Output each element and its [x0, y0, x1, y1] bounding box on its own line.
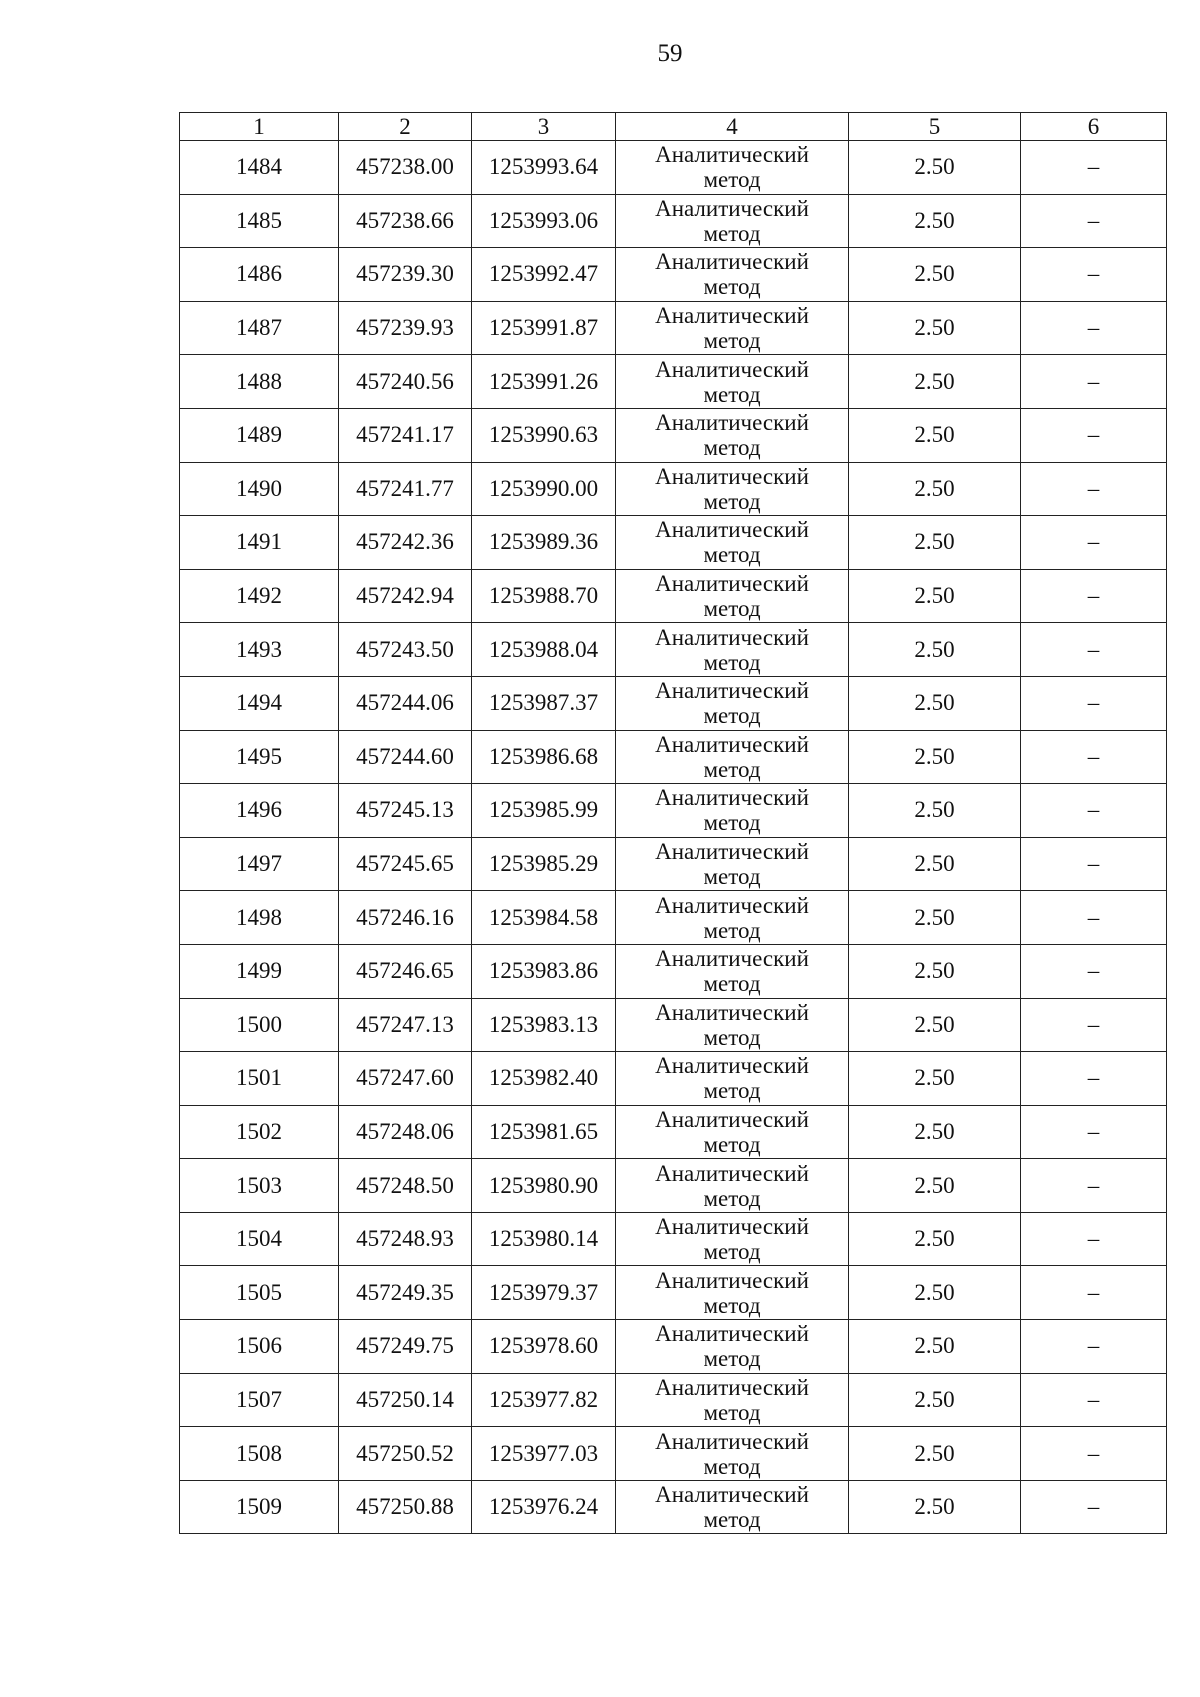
cell-y-coordinate: 1253980.90	[472, 1159, 616, 1213]
cell-y-coordinate: 1253985.99	[472, 784, 616, 838]
cell-note: –	[1021, 1427, 1167, 1481]
header-cell-4: 4	[616, 113, 849, 141]
table-row	[180, 248, 1167, 302]
cell-method	[616, 408, 849, 462]
method-line-2: метод	[703, 274, 761, 300]
method-line-1: Аналитический	[655, 463, 809, 489]
method-line-1: Аналитический	[655, 249, 809, 275]
method-line-2: метод	[703, 810, 761, 836]
method-line-2: метод	[703, 488, 761, 514]
cell-x-coordinate: 457245.13	[339, 784, 472, 838]
cell-method	[616, 730, 849, 784]
method-line-2: метод	[703, 703, 761, 729]
cell-x-coordinate: 457249.35	[339, 1266, 472, 1320]
cell-accuracy: 2.50	[849, 1266, 1021, 1320]
cell-point-number: 1495	[180, 730, 339, 784]
cell-y-coordinate: 1253988.04	[472, 623, 616, 677]
cell-accuracy: 2.50	[849, 1320, 1021, 1374]
cell-point-number: 1490	[180, 462, 339, 516]
cell-accuracy: 2.50	[849, 141, 1021, 195]
cell-method	[616, 1052, 849, 1106]
cell-note: –	[1021, 1159, 1167, 1213]
table-row	[180, 141, 1167, 195]
table-row	[180, 1480, 1167, 1534]
header-cell-3: 3	[472, 113, 616, 141]
table-row	[180, 355, 1167, 409]
cell-note: –	[1021, 1105, 1167, 1159]
cell-point-number: 1500	[180, 998, 339, 1052]
method-line-1: Аналитический	[655, 785, 809, 811]
cell-method	[616, 891, 849, 945]
cell-method	[616, 623, 849, 677]
method-line-2: метод	[703, 1507, 761, 1533]
method-line-2: метод	[703, 1024, 761, 1050]
header-cell-6: 6	[1021, 113, 1167, 141]
method-line-1: Аналитический	[655, 1267, 809, 1293]
cell-y-coordinate: 1253980.14	[472, 1212, 616, 1266]
cell-method	[616, 676, 849, 730]
cell-x-coordinate: 457248.06	[339, 1105, 472, 1159]
table-row	[180, 462, 1167, 516]
method-line-1: Аналитический	[655, 1321, 809, 1347]
method-line-2: метод	[703, 220, 761, 246]
method-line-2: метод	[703, 167, 761, 193]
cell-y-coordinate: 1253990.00	[472, 462, 616, 516]
cell-note: –	[1021, 141, 1167, 195]
cell-note: –	[1021, 516, 1167, 570]
method-line-2: метод	[703, 542, 761, 568]
cell-y-coordinate: 1253993.64	[472, 141, 616, 195]
method-line-2: метод	[703, 864, 761, 890]
cell-x-coordinate: 457238.66	[339, 194, 472, 248]
cell-y-coordinate: 1253991.26	[472, 355, 616, 409]
cell-method	[616, 1266, 849, 1320]
cell-point-number: 1506	[180, 1320, 339, 1374]
cell-point-number: 1505	[180, 1266, 339, 1320]
method-line-1: Аналитический	[655, 1053, 809, 1079]
cell-y-coordinate: 1253993.06	[472, 194, 616, 248]
cell-accuracy: 2.50	[849, 730, 1021, 784]
method-line-2: метод	[703, 917, 761, 943]
table-row	[180, 784, 1167, 838]
cell-accuracy: 2.50	[849, 1373, 1021, 1427]
cell-method	[616, 1373, 849, 1427]
cell-x-coordinate: 457242.94	[339, 569, 472, 623]
cell-method	[616, 301, 849, 355]
method-line-2: метод	[703, 1292, 761, 1318]
method-line-1: Аналитический	[655, 1106, 809, 1132]
cell-x-coordinate: 457249.75	[339, 1320, 472, 1374]
cell-method	[616, 1320, 849, 1374]
cell-accuracy: 2.50	[849, 408, 1021, 462]
method-line-1: Аналитический	[655, 999, 809, 1025]
cell-point-number: 1501	[180, 1052, 339, 1106]
cell-x-coordinate: 457238.00	[339, 141, 472, 195]
cell-method	[616, 194, 849, 248]
method-line-1: Аналитический	[655, 142, 809, 168]
method-line-1: Аналитический	[655, 356, 809, 382]
method-line-1: Аналитический	[655, 517, 809, 543]
cell-accuracy: 2.50	[849, 1212, 1021, 1266]
cell-y-coordinate: 1253992.47	[472, 248, 616, 302]
table-row	[180, 1373, 1167, 1427]
cell-y-coordinate: 1253988.70	[472, 569, 616, 623]
method-line-1: Аналитический	[655, 571, 809, 597]
cell-note: –	[1021, 1212, 1167, 1266]
method-line-1: Аналитический	[655, 1374, 809, 1400]
cell-method	[616, 944, 849, 998]
cell-method	[616, 141, 849, 195]
cell-y-coordinate: 1253977.03	[472, 1427, 616, 1481]
cell-y-coordinate: 1253977.82	[472, 1373, 616, 1427]
cell-note: –	[1021, 194, 1167, 248]
table-row	[180, 998, 1167, 1052]
cell-point-number: 1496	[180, 784, 339, 838]
table-row	[180, 516, 1167, 570]
page-number: 59	[657, 40, 683, 67]
cell-y-coordinate: 1253983.86	[472, 944, 616, 998]
method-line-1: Аналитический	[655, 1428, 809, 1454]
method-line-2: метод	[703, 649, 761, 675]
header-cell-1: 1	[180, 113, 339, 141]
cell-y-coordinate: 1253976.24	[472, 1480, 616, 1534]
method-line-2: метод	[703, 756, 761, 782]
cell-method	[616, 355, 849, 409]
cell-y-coordinate: 1253991.87	[472, 301, 616, 355]
method-line-2: метод	[703, 1346, 761, 1372]
cell-point-number: 1485	[180, 194, 339, 248]
cell-accuracy: 2.50	[849, 1159, 1021, 1213]
cell-note: –	[1021, 623, 1167, 677]
cell-accuracy: 2.50	[849, 891, 1021, 945]
table-row	[180, 1427, 1167, 1481]
cell-accuracy: 2.50	[849, 1480, 1021, 1534]
method-line-2: метод	[703, 1453, 761, 1479]
header-cell-2: 2	[339, 113, 472, 141]
cell-accuracy: 2.50	[849, 1105, 1021, 1159]
method-line-1: Аналитический	[655, 410, 809, 436]
cell-note: –	[1021, 837, 1167, 891]
cell-accuracy: 2.50	[849, 676, 1021, 730]
cell-accuracy: 2.50	[849, 784, 1021, 838]
cell-note: –	[1021, 944, 1167, 998]
cell-accuracy: 2.50	[849, 516, 1021, 570]
method-line-2: метод	[703, 435, 761, 461]
cell-x-coordinate: 457240.56	[339, 355, 472, 409]
method-line-1: Аналитический	[655, 678, 809, 704]
cell-accuracy: 2.50	[849, 837, 1021, 891]
cell-accuracy: 2.50	[849, 462, 1021, 516]
cell-x-coordinate: 457247.60	[339, 1052, 472, 1106]
cell-x-coordinate: 457246.65	[339, 944, 472, 998]
table-row	[180, 730, 1167, 784]
cell-note: –	[1021, 569, 1167, 623]
cell-method	[616, 837, 849, 891]
cell-method	[616, 462, 849, 516]
cell-y-coordinate: 1253978.60	[472, 1320, 616, 1374]
cell-y-coordinate: 1253982.40	[472, 1052, 616, 1106]
cell-y-coordinate: 1253990.63	[472, 408, 616, 462]
cell-point-number: 1489	[180, 408, 339, 462]
cell-x-coordinate: 457248.50	[339, 1159, 472, 1213]
table-row	[180, 1159, 1167, 1213]
cell-accuracy: 2.50	[849, 301, 1021, 355]
table-row	[180, 944, 1167, 998]
cell-method	[616, 784, 849, 838]
table-row	[180, 194, 1167, 248]
cell-x-coordinate: 457248.93	[339, 1212, 472, 1266]
cell-method	[616, 1105, 849, 1159]
cell-point-number: 1508	[180, 1427, 339, 1481]
cell-accuracy: 2.50	[849, 998, 1021, 1052]
cell-accuracy: 2.50	[849, 355, 1021, 409]
cell-note: –	[1021, 1052, 1167, 1106]
cell-y-coordinate: 1253983.13	[472, 998, 616, 1052]
cell-point-number: 1499	[180, 944, 339, 998]
cell-y-coordinate: 1253986.68	[472, 730, 616, 784]
cell-method	[616, 1212, 849, 1266]
cell-y-coordinate: 1253981.65	[472, 1105, 616, 1159]
method-line-2: метод	[703, 1131, 761, 1157]
method-line-1: Аналитический	[655, 624, 809, 650]
cell-note: –	[1021, 1320, 1167, 1374]
cell-x-coordinate: 457247.13	[339, 998, 472, 1052]
cell-x-coordinate: 457241.17	[339, 408, 472, 462]
table-body	[180, 141, 1167, 1534]
cell-note: –	[1021, 1266, 1167, 1320]
table-row	[180, 676, 1167, 730]
method-line-2: метод	[703, 1185, 761, 1211]
cell-note: –	[1021, 301, 1167, 355]
method-line-1: Аналитический	[655, 195, 809, 221]
cell-method	[616, 1159, 849, 1213]
cell-x-coordinate: 457243.50	[339, 623, 472, 677]
cell-point-number: 1504	[180, 1212, 339, 1266]
table-row	[180, 837, 1167, 891]
method-line-2: метод	[703, 328, 761, 354]
cell-x-coordinate: 457245.65	[339, 837, 472, 891]
cell-point-number: 1491	[180, 516, 339, 570]
table-row	[180, 623, 1167, 677]
cell-accuracy: 2.50	[849, 248, 1021, 302]
cell-method	[616, 248, 849, 302]
cell-accuracy: 2.50	[849, 623, 1021, 677]
table-row	[180, 1212, 1167, 1266]
cell-x-coordinate: 457244.60	[339, 730, 472, 784]
cell-accuracy: 2.50	[849, 194, 1021, 248]
cell-x-coordinate: 457239.30	[339, 248, 472, 302]
cell-note: –	[1021, 462, 1167, 516]
table-row	[180, 1052, 1167, 1106]
method-line-1: Аналитический	[655, 839, 809, 865]
cell-note: –	[1021, 248, 1167, 302]
cell-point-number: 1492	[180, 569, 339, 623]
cell-point-number: 1493	[180, 623, 339, 677]
cell-x-coordinate: 457242.36	[339, 516, 472, 570]
cell-x-coordinate: 457250.88	[339, 1480, 472, 1534]
cell-method	[616, 1427, 849, 1481]
header-cell-5: 5	[849, 113, 1021, 141]
method-line-1: Аналитический	[655, 303, 809, 329]
method-line-1: Аналитический	[655, 946, 809, 972]
cell-note: –	[1021, 730, 1167, 784]
cell-note: –	[1021, 1373, 1167, 1427]
table-row	[180, 1320, 1167, 1374]
cell-point-number: 1484	[180, 141, 339, 195]
cell-note: –	[1021, 676, 1167, 730]
table-row	[180, 891, 1167, 945]
cell-point-number: 1497	[180, 837, 339, 891]
table-row	[180, 301, 1167, 355]
cell-accuracy: 2.50	[849, 569, 1021, 623]
method-line-1: Аналитический	[655, 1160, 809, 1186]
cell-x-coordinate: 457239.93	[339, 301, 472, 355]
cell-note: –	[1021, 784, 1167, 838]
cell-point-number: 1488	[180, 355, 339, 409]
method-line-2: метод	[703, 1399, 761, 1425]
cell-x-coordinate: 457250.52	[339, 1427, 472, 1481]
coordinates-table	[179, 112, 1167, 1534]
cell-method	[616, 998, 849, 1052]
cell-y-coordinate: 1253985.29	[472, 837, 616, 891]
cell-x-coordinate: 457244.06	[339, 676, 472, 730]
cell-note: –	[1021, 891, 1167, 945]
cell-x-coordinate: 457246.16	[339, 891, 472, 945]
cell-point-number: 1502	[180, 1105, 339, 1159]
cell-y-coordinate: 1253987.37	[472, 676, 616, 730]
method-line-2: метод	[703, 971, 761, 997]
cell-accuracy: 2.50	[849, 1052, 1021, 1106]
cell-point-number: 1494	[180, 676, 339, 730]
method-line-1: Аналитический	[655, 1214, 809, 1240]
table-row	[180, 408, 1167, 462]
cell-accuracy: 2.50	[849, 1427, 1021, 1481]
cell-y-coordinate: 1253984.58	[472, 891, 616, 945]
cell-point-number: 1487	[180, 301, 339, 355]
cell-point-number: 1498	[180, 891, 339, 945]
cell-note: –	[1021, 355, 1167, 409]
cell-x-coordinate: 457241.77	[339, 462, 472, 516]
header-row	[180, 113, 1167, 141]
cell-x-coordinate: 457250.14	[339, 1373, 472, 1427]
cell-method	[616, 569, 849, 623]
cell-note: –	[1021, 998, 1167, 1052]
table-row	[180, 1105, 1167, 1159]
method-line-1: Аналитический	[655, 731, 809, 757]
cell-point-number: 1507	[180, 1373, 339, 1427]
cell-point-number: 1503	[180, 1159, 339, 1213]
cell-method	[616, 1480, 849, 1534]
cell-point-number: 1486	[180, 248, 339, 302]
cell-note: –	[1021, 1480, 1167, 1534]
method-line-2: метод	[703, 1078, 761, 1104]
method-line-2: метод	[703, 1239, 761, 1265]
cell-y-coordinate: 1253979.37	[472, 1266, 616, 1320]
table-row	[180, 569, 1167, 623]
table-row	[180, 1266, 1167, 1320]
cell-note: –	[1021, 408, 1167, 462]
cell-y-coordinate: 1253989.36	[472, 516, 616, 570]
method-line-1: Аналитический	[655, 892, 809, 918]
method-line-1: Аналитический	[655, 1482, 809, 1508]
cell-point-number: 1509	[180, 1480, 339, 1534]
method-line-2: метод	[703, 381, 761, 407]
cell-method	[616, 516, 849, 570]
method-line-2: метод	[703, 596, 761, 622]
cell-accuracy: 2.50	[849, 944, 1021, 998]
